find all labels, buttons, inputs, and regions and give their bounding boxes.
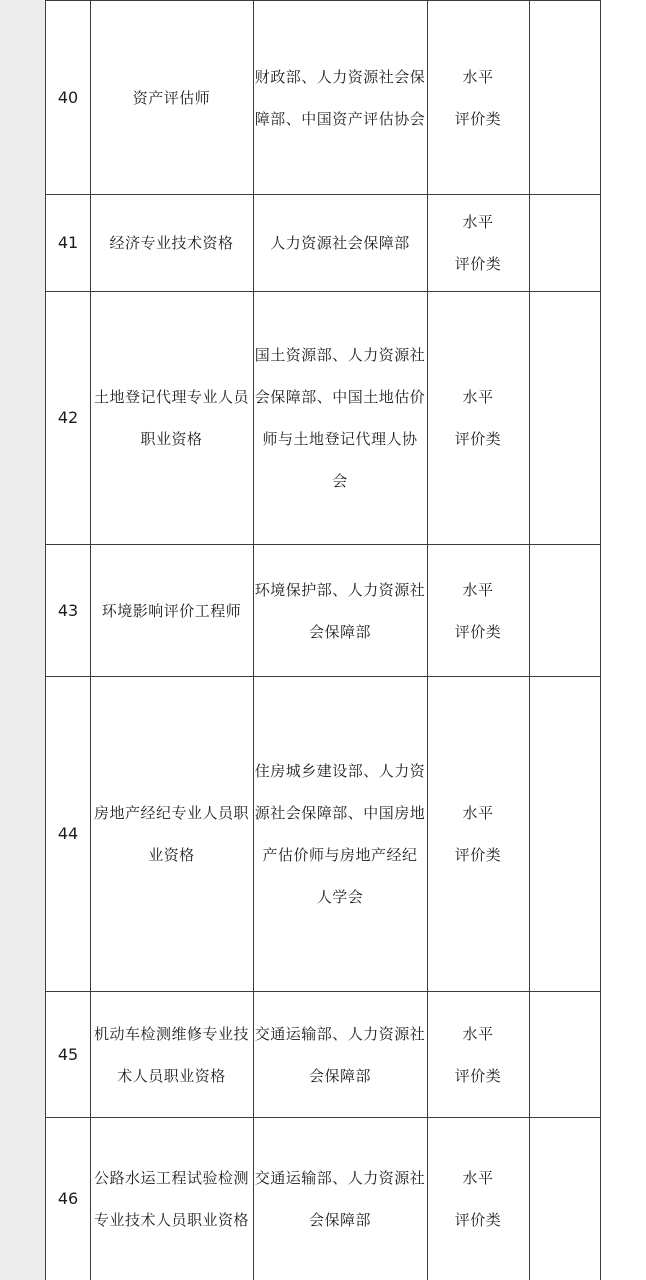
issuing-department-line: 国土资源部、人力资源社: [254, 346, 426, 364]
row-number: 46: [57, 1189, 79, 1208]
row-number: 40: [57, 87, 79, 107]
number-column-shade: [0, 0, 46, 1280]
table-row: [46, 1118, 600, 1280]
qualification-type-line: 水平: [462, 388, 494, 406]
row-number: 42: [57, 408, 79, 427]
issuing-department-line: 住房城乡建设部、人力资: [254, 762, 426, 780]
issuing-department-line: 师与土地登记代理人协: [262, 430, 418, 448]
qualification-name-line: 机动车检测维修专业技: [93, 1024, 249, 1043]
qualification-type-line: 水平: [462, 1169, 494, 1187]
qualification-name-cell: [90, 292, 253, 544]
qualification-name-cell: [90, 992, 253, 1117]
qualification-name-line: 资产评估师: [132, 88, 211, 107]
qualification-type-line: 水平: [462, 67, 494, 86]
qualification-type-line: 水平: [462, 580, 494, 599]
issuing-department-line: 障部、中国资产评估协会: [254, 109, 426, 128]
row-number: 45: [57, 1044, 79, 1064]
qualification-name-line: 经济专业技术资格: [109, 234, 234, 252]
issuing-department-line: 财政部、人力资源社会保: [254, 67, 426, 86]
qualification-type-cell: [427, 292, 529, 544]
qualification-name-cell: [90, 545, 253, 676]
qualification-type-line: 评价类: [454, 846, 502, 864]
issuing-department-line: 人学会: [316, 888, 364, 906]
qualification-name-cell: [90, 1, 253, 194]
qualification-type-line: 评价类: [454, 622, 502, 641]
qualification-type-line: 评价类: [454, 430, 502, 448]
issuing-department-line: 会保障部: [308, 622, 371, 641]
qualification-name-line: 房地产经纪专业人员职: [93, 804, 249, 822]
remarks-cell: [529, 195, 600, 291]
issuing-department-line: 会保障部: [308, 1066, 371, 1085]
issuing-department-line: 交通运输部、人力资源社: [254, 1169, 426, 1187]
table-row: [46, 292, 600, 544]
remarks-cell: [529, 992, 600, 1117]
issuing-department-line: 会保障部: [308, 1211, 371, 1229]
qualification-type-line: 水平: [462, 1024, 494, 1043]
issuing-department-cell: [253, 677, 427, 991]
row-number-cell: [46, 992, 90, 1117]
qualification-name-line: 术人员职业资格: [117, 1066, 226, 1085]
qualification-type-line: 评价类: [454, 1211, 502, 1229]
qualification-type-cell: [427, 545, 529, 676]
issuing-department-cell: [253, 992, 427, 1117]
table-row: [46, 992, 600, 1117]
issuing-department-cell: [253, 195, 427, 291]
qualification-name-cell: [90, 1118, 253, 1280]
remarks-cell: [529, 1, 600, 194]
qualification-type-cell: [427, 195, 529, 291]
qualification-name-line: 环境影响评价工程师: [101, 601, 242, 620]
issuing-department-cell: [253, 1118, 427, 1280]
qualification-type-cell: [427, 677, 529, 991]
issuing-department-line: 交通运输部、人力资源社: [254, 1024, 426, 1043]
qualification-name-cell: [90, 677, 253, 991]
row-number-cell: [46, 292, 90, 544]
qualification-name-line: 专业技术人员职业资格: [93, 1211, 249, 1229]
qualification-type-cell: [427, 1, 529, 194]
qualification-name-line: 职业资格: [140, 430, 203, 448]
table-row: [46, 677, 600, 991]
qualification-name-cell: [90, 195, 253, 291]
issuing-department-cell: [253, 545, 427, 676]
issuing-department-cell: [253, 292, 427, 544]
table-row: [46, 545, 600, 676]
issuing-department-line: 会保障部、中国土地估价: [254, 388, 426, 406]
row-number: 43: [57, 600, 79, 620]
issuing-department-line: 环境保护部、人力资源社: [254, 580, 426, 599]
qualification-name-line: 土地登记代理专业人员: [93, 388, 249, 406]
grid-line-v5: [600, 0, 601, 1280]
remarks-cell: [529, 292, 600, 544]
qualification-name-line: 公路水运工程试验检测: [93, 1169, 249, 1187]
qualification-type-line: 评价类: [454, 109, 502, 128]
row-number-cell: [46, 677, 90, 991]
row-number-cell: [46, 195, 90, 291]
qualification-type-line: 水平: [462, 213, 494, 231]
row-number-cell: [46, 545, 90, 676]
issuing-department-line: 源社会保障部、中国房地: [254, 804, 426, 822]
issuing-department-line: 产估价师与房地产经纪: [262, 846, 418, 864]
remarks-cell: [529, 677, 600, 991]
issuing-department-cell: [253, 1, 427, 194]
table-row: [46, 195, 600, 291]
qualification-type-line: 评价类: [454, 1066, 502, 1085]
issuing-department-line: 人力资源社会保障部: [270, 234, 410, 252]
row-number: 41: [57, 233, 79, 252]
qualification-name-line: 业资格: [148, 846, 195, 864]
row-number: 44: [57, 824, 79, 843]
qualification-type-cell: [427, 1118, 529, 1280]
qualification-type-line: 评价类: [454, 255, 502, 273]
row-number-cell: [46, 1118, 90, 1280]
issuing-department-line: 会: [332, 472, 348, 490]
remarks-cell: [529, 545, 600, 676]
table-row: [46, 1, 600, 194]
row-number-cell: [46, 1, 90, 194]
qualification-type-line: 水平: [462, 804, 494, 822]
qualification-type-cell: [427, 992, 529, 1117]
remarks-cell: [529, 1118, 600, 1280]
